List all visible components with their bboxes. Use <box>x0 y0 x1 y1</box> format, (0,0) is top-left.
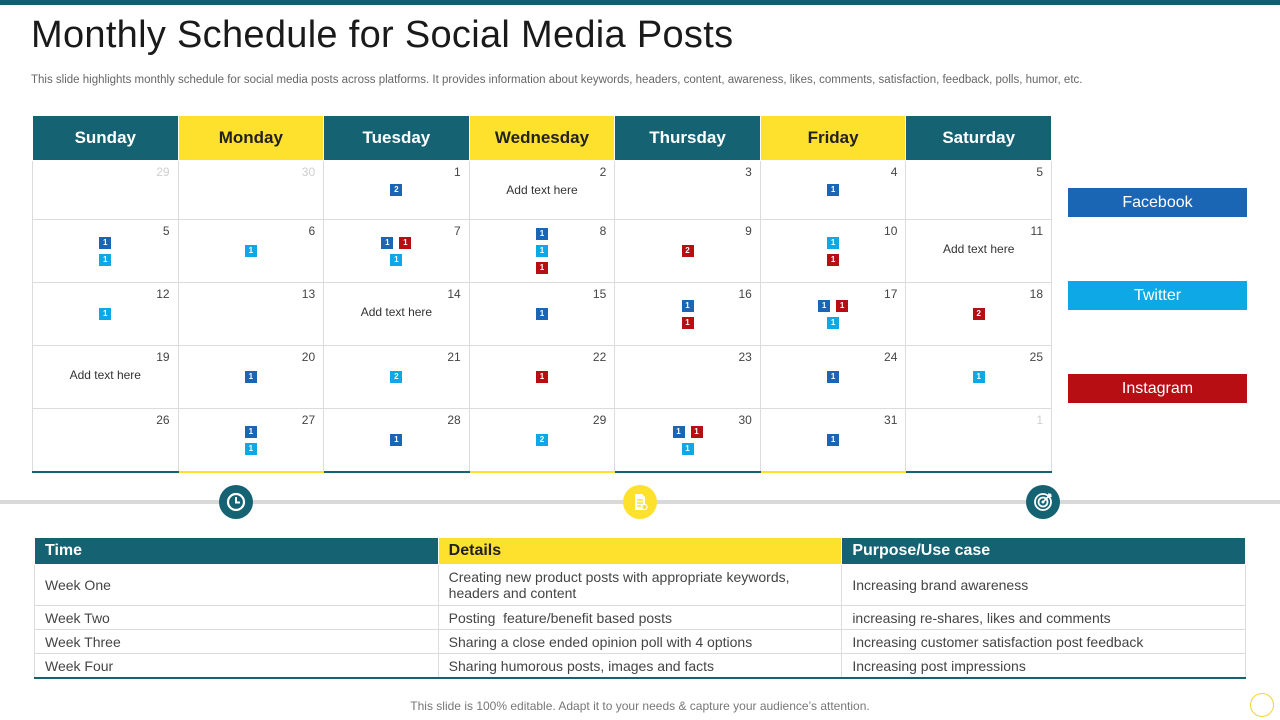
post-badges <box>761 300 906 329</box>
calendar-week-row <box>33 283 1052 346</box>
calendar-day-cell <box>615 346 761 409</box>
calendar-day-cell <box>615 220 761 283</box>
twitter-post-badge: 1 <box>390 254 402 266</box>
cell-details: Sharing a close ended opinion poll with 4 options <box>438 630 842 654</box>
facebook-post-badge: 1 <box>827 184 839 196</box>
calendar-day-cell <box>760 409 906 473</box>
instagram-post-badge: 1 <box>682 317 694 329</box>
calendar-week-row <box>33 346 1052 409</box>
calendar-day-cell <box>324 161 470 220</box>
table-row <box>35 606 1246 630</box>
twitter-post-badge: 1 <box>99 254 111 266</box>
post-badges <box>761 371 906 383</box>
facebook-post-badge: 1 <box>390 434 402 446</box>
cell-purpose: Increasing brand awareness <box>842 565 1246 606</box>
cell-details: Posting feature/benefit based posts <box>438 606 842 630</box>
calendar-day-cell <box>906 283 1052 346</box>
facebook-post-badge: 1 <box>673 426 685 438</box>
target-icon <box>1026 485 1060 519</box>
legend-instagram: Instagram <box>1068 374 1247 403</box>
day-number: 12 <box>156 287 170 301</box>
twitter-post-badge: 2 <box>536 434 548 446</box>
calendar-day-cell <box>33 161 179 220</box>
day-number: 9 <box>745 224 752 238</box>
calendar-day-cell <box>760 161 906 220</box>
post-badges <box>324 184 469 196</box>
post-badges <box>33 237 178 266</box>
facebook-post-badge: 1 <box>827 434 839 446</box>
day-number: 14 <box>447 287 461 301</box>
facebook-post-badge: 1 <box>381 237 393 249</box>
calendar-day-cell <box>615 283 761 346</box>
day-number: 26 <box>156 413 170 427</box>
calendar-day-cell <box>178 283 324 346</box>
day-header-monday: Monday <box>178 116 324 161</box>
post-badges <box>179 245 324 257</box>
calendar-day-cell <box>469 346 615 409</box>
calendar-day-cell <box>906 409 1052 473</box>
add-text-placeholder[interactable]: Add text here <box>69 368 141 382</box>
add-text-placeholder[interactable]: Add text here <box>360 305 433 319</box>
facebook-post-badge: 1 <box>245 426 257 438</box>
calendar-week-row <box>33 409 1052 473</box>
cell-purpose: Increasing customer satisfaction post feedback <box>842 630 1246 654</box>
table-row <box>35 630 1246 654</box>
day-number: 15 <box>592 287 607 301</box>
day-number: 30 <box>738 413 752 427</box>
cell-purpose: Increasing post impressions <box>842 654 1246 679</box>
post-badges <box>761 237 906 266</box>
day-number: 16 <box>738 287 752 301</box>
twitter-post-badge: 1 <box>973 371 985 383</box>
day-number: 8 <box>599 224 607 238</box>
day-number: 10 <box>884 224 898 238</box>
calendar-day-cell <box>324 409 470 473</box>
twitter-post-badge: 1 <box>827 237 839 249</box>
day-number: 13 <box>301 287 316 301</box>
calendar-day-cell <box>33 283 179 346</box>
instagram-post-badge: 1 <box>691 426 703 438</box>
calendar-day-cell <box>33 346 179 409</box>
table-header-row <box>35 538 1246 565</box>
calendar-week-row <box>33 161 1052 220</box>
twitter-post-badge: 2 <box>390 371 402 383</box>
day-header-tuesday: Tuesday <box>324 116 470 161</box>
calendar-day-cell <box>760 283 906 346</box>
facebook-post-badge: 1 <box>682 300 694 312</box>
instagram-post-badge: 1 <box>827 254 839 266</box>
cell-details: Sharing humorous posts, images and facts <box>438 654 842 679</box>
clock-icon <box>219 485 253 519</box>
day-header-sunday: Sunday <box>33 116 179 161</box>
day-number: 27 <box>301 413 316 427</box>
col-header-details: Details <box>438 538 842 565</box>
day-header-wednesday: Wednesday <box>469 116 615 161</box>
calendar-day-cell <box>33 220 179 283</box>
facebook-post-badge: 1 <box>245 371 257 383</box>
col-header-time: Time <box>35 538 439 565</box>
post-badges <box>179 371 324 383</box>
day-number: 1 <box>1036 413 1043 427</box>
day-number: 5 <box>162 224 170 238</box>
post-badges <box>761 434 906 446</box>
calendar-day-cell <box>469 220 615 283</box>
day-number: 24 <box>884 350 898 364</box>
day-number: 2 <box>599 165 607 179</box>
legend-facebook: Facebook <box>1068 188 1247 217</box>
calendar-day-cell <box>760 220 906 283</box>
slide-subtitle: This slide highlights monthly schedule for social media posts across platforms. It provides information about keywords, headers, content, awareness, likes, comments, satisfaction, feedback, polls, humor, etc. <box>31 74 1083 86</box>
calendar-day-cell <box>615 161 761 220</box>
footer-note: This slide is 100% editable. Adapt it to your needs & capture your audience’s attention. <box>410 699 870 713</box>
calendar-day-cell <box>760 346 906 409</box>
twitter-post-badge: 1 <box>827 317 839 329</box>
day-number: 29 <box>156 165 170 179</box>
day-number: 22 <box>592 350 607 364</box>
calendar-day-cell <box>178 409 324 473</box>
twitter-post-badge: 1 <box>99 308 111 320</box>
day-number: 5 <box>1036 165 1043 179</box>
legend-twitter: Twitter <box>1068 281 1247 310</box>
calendar-day-cell <box>178 161 324 220</box>
post-badges <box>324 237 469 266</box>
twitter-post-badge: 1 <box>682 443 694 455</box>
post-badges <box>615 300 760 329</box>
twitter-post-badge: 1 <box>245 443 257 455</box>
cell-time: Week One <box>35 565 439 606</box>
instagram-post-badge: 1 <box>836 300 848 312</box>
calendar-day-cell <box>324 346 470 409</box>
calendar-week-row <box>33 220 1052 283</box>
day-number: 20 <box>301 350 316 364</box>
cell-time: Week Four <box>35 654 439 679</box>
calendar-day-cell <box>469 161 615 220</box>
day-number: 25 <box>1029 350 1043 364</box>
day-number: 4 <box>890 165 898 179</box>
cell-time: Week Two <box>35 606 439 630</box>
calendar-day-cell <box>906 220 1052 283</box>
calendar-header-row <box>33 116 1052 161</box>
day-number: 11 <box>1030 224 1043 238</box>
add-text-placeholder[interactable]: Add text here <box>506 183 578 197</box>
day-number: 28 <box>447 413 461 427</box>
day-number: 29 <box>592 413 607 427</box>
instagram-post-badge: 2 <box>973 308 985 320</box>
corner-circle <box>1250 693 1274 717</box>
facebook-post-badge: 2 <box>390 184 402 196</box>
day-number: 1 <box>454 165 461 179</box>
facebook-post-badge: 1 <box>536 308 548 320</box>
day-number: 17 <box>884 287 898 301</box>
post-badges <box>470 371 615 383</box>
col-header-purpose: Purpose/Use case <box>842 538 1246 565</box>
post-badges <box>761 184 906 196</box>
day-header-friday: Friday <box>760 116 906 161</box>
day-header-thursday: Thursday <box>615 116 761 161</box>
schedule-table <box>34 537 1246 679</box>
post-badges <box>33 308 178 320</box>
day-number: 21 <box>447 350 461 364</box>
calendar-day-cell <box>906 161 1052 220</box>
calendar-day-cell <box>178 346 324 409</box>
document-icon <box>623 485 657 519</box>
day-number: 31 <box>884 413 898 427</box>
calendar-day-cell <box>324 283 470 346</box>
post-badges <box>470 434 615 446</box>
facebook-post-badge: 1 <box>818 300 830 312</box>
day-header-saturday: Saturday <box>906 116 1052 161</box>
post-badges <box>324 434 469 446</box>
day-number: 18 <box>1029 287 1043 301</box>
twitter-post-badge: 1 <box>245 245 257 257</box>
calendar-day-cell <box>469 409 615 473</box>
top-accent-bar <box>0 0 1280 5</box>
day-number: 7 <box>454 224 461 238</box>
calendar-day-cell <box>469 283 615 346</box>
post-badges <box>470 308 615 320</box>
slide-title: Monthly Schedule for Social Media Posts <box>31 14 734 56</box>
post-badges <box>615 426 760 455</box>
twitter-post-badge: 1 <box>536 245 548 257</box>
post-badges <box>615 245 760 257</box>
calendar-day-cell <box>615 409 761 473</box>
table-row <box>35 565 1246 606</box>
post-badges <box>470 228 615 274</box>
day-number: 23 <box>738 350 752 364</box>
day-number: 30 <box>301 165 316 179</box>
facebook-post-badge: 1 <box>827 371 839 383</box>
instagram-post-badge: 2 <box>682 245 694 257</box>
cell-details: Creating new product posts with appropriate keywords, headers and content <box>438 565 842 606</box>
post-badges <box>324 371 469 383</box>
post-badges <box>906 308 1051 320</box>
calendar <box>32 115 1052 472</box>
day-number: 3 <box>745 165 752 179</box>
facebook-post-badge: 1 <box>99 237 111 249</box>
calendar-day-cell <box>906 346 1052 409</box>
calendar-day-cell <box>178 220 324 283</box>
table-row <box>35 654 1246 679</box>
calendar-day-cell <box>33 409 179 473</box>
instagram-post-badge: 1 <box>536 371 548 383</box>
cell-time: Week Three <box>35 630 439 654</box>
facebook-post-badge: 1 <box>536 228 548 240</box>
post-badges <box>906 371 1051 383</box>
calendar-day-cell <box>324 220 470 283</box>
day-number: 19 <box>156 350 170 364</box>
day-number: 6 <box>308 224 316 238</box>
add-text-placeholder[interactable]: Add text here <box>942 242 1015 256</box>
instagram-post-badge: 1 <box>536 262 548 274</box>
cell-purpose: increasing re-shares, likes and comments <box>842 606 1246 630</box>
instagram-post-badge: 1 <box>399 237 411 249</box>
post-badges <box>179 426 324 455</box>
